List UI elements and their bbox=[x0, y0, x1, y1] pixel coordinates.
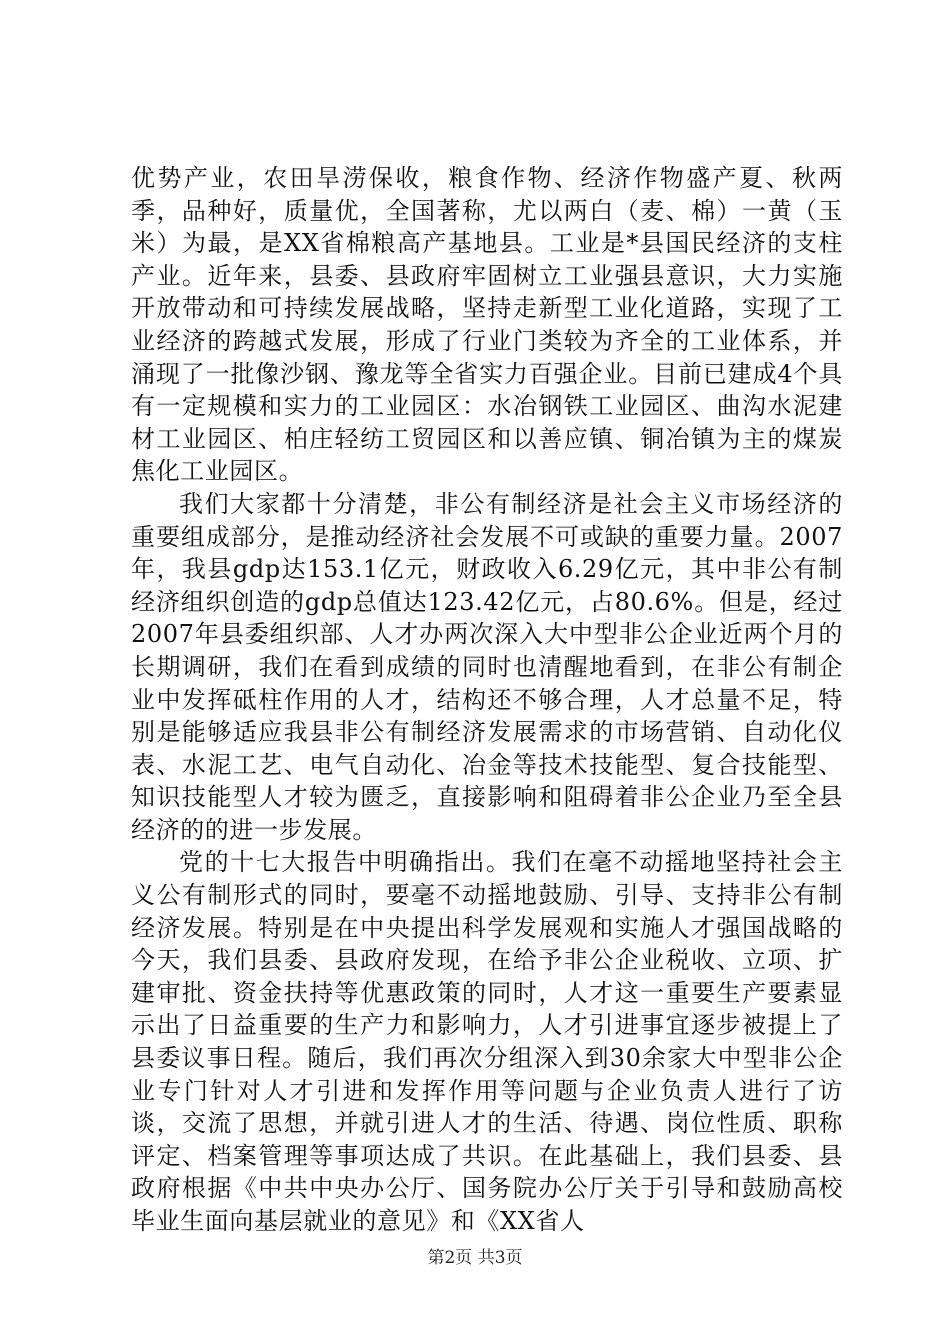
paragraph-non-public-economy: 我们大家都十分清楚，非公有制经济是社会主义市场经济的重要组成部分，是推动经济社会发展不可或缺的重要力量。2007年，我县gdp达153.1亿元，财政收入6.29亿元，其中非公有制经济组织创造的gdp总值达123.42亿元，占80.6%。但是，经过2007年县委组织部、人才办两次深入大中型非公企业近两个月的长期调研，我们在看到成绩的同时也清醒地看到，在非公有制企业中发挥砥柱作用的人才，结构还不够合理，人才总量不足，特别是能够适应我县非公有制经济发展需求的市场营销、自动化仪表、水泥工艺、电气自动化、冶金等技术技能型、复合技能型、知识技能型人才较为匮乏，直接影响和阻碍着非公企业乃至全县经济的的进一步发展。 bbox=[131, 489, 843, 844]
document-body bbox=[131, 162, 843, 1238]
page-number-footer: 第2页 共3页 bbox=[427, 1248, 523, 1268]
paragraph-industry-overview: 优势产业，农田旱涝保收，粮食作物、经济作物盛产夏、秋两季，品种好，质量优，全国著称，尤以两白（麦、棉）一黄（玉米）为最，是XX省棉粮高产基地县。工业是*县国民经济的支柱产业。近年来，县委、县政府牢固树立工业强县意识，大力实施开放带动和可持续发展战略，坚持走新型工业化道路，实现了工业经济的跨越式发展，形成了行业门类较为齐全的工业体系，并涌现了一批像沙钢、豫龙等全省实力百强企业。目前已建成4个具有一定规模和实力的工业园区：水冶钢铁工业园区、曲沟水泥建材工业园区、柏庄轻纺工贸园区和以善应镇、铜冶镇为主的煤炭焦化工业园区。 bbox=[131, 164, 843, 486]
paragraph-talent-introduction: 党的十七大报告中明确指出。我们在毫不动摇地坚持社会主义公有制形式的同时，要毫不动摇地鼓励、引导、支持非公有制经济发展。特别是在中央提出科学发展观和实施人才强国战略的今天，我们县委、县政府发现，在给予非公企业税收、立项、扩建审批、资金扶持等优惠政策的同时，人才这一重要生产要素显示出了日益重要的生产力和影响力，人才引进事宜逐步被提上了县委议事日程。随后，我们再次分组深入到30余家大中型非公企业专门针对人才引进和发挥作用等问题与企业负责人进行了访谈，交流了思想，并就引进人才的生活、待遇、岗位性质、职称评定、档案管理等事项达成了共识。在此基础上，我们县委、县政府根据《中共中央办公厅、国务院办公厅关于引导和鼓励高校毕业生面向基层就业的意见》和《XX省人 bbox=[131, 848, 843, 1235]
